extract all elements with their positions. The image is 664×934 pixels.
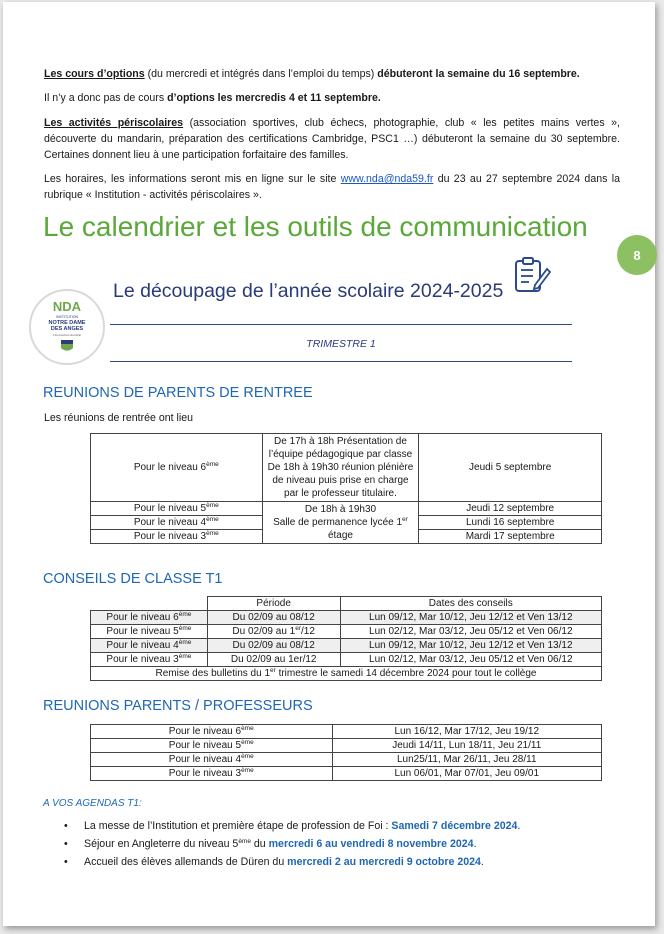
period-cell: Du 02/09 au 1er/12 <box>207 653 340 667</box>
logo-initials: NDA <box>52 299 82 314</box>
list-item: • La messe de l’Institution et première étape de profession de Foi : Samedi 7 décembre 2024. <box>62 817 520 835</box>
rentree-intro: Les réunions de rentrée ont lieu <box>44 412 194 424</box>
list-item: • Accueil des élèves allemands de Düren du mercredi 2 au mercredi 9 octobre 2024. <box>62 853 520 871</box>
divider-top <box>110 324 572 325</box>
main-title: Le calendrier et les outils de communication <box>43 211 588 242</box>
school-logo <box>29 289 105 365</box>
table-row <box>91 725 602 739</box>
agenda-title: A VOS AGENDAS T1: <box>43 798 142 809</box>
period-cell: Du 02/09 au 08/12 <box>207 639 340 653</box>
level-cell: Pour le niveau 3ème <box>91 653 208 667</box>
svg-text:DES ANGES: DES ANGES <box>50 326 84 332</box>
level-cell: Pour le niveau 5ème <box>91 502 263 516</box>
table-row <box>91 434 602 502</box>
level-cell: Pour le niveau 4ème <box>91 639 208 653</box>
page-number-badge: 8 <box>617 235 657 275</box>
document-page <box>3 2 655 926</box>
table-row <box>91 753 602 767</box>
date-cell: Mardi 17 septembre <box>419 530 602 544</box>
level-cell: Pour le niveau 6ème <box>91 611 208 625</box>
subtitle: Le découpage de l’année scolaire 2024-2025 <box>113 280 504 302</box>
section-title-rentree: REUNIONS DE PARENTS DE RENTREE <box>43 385 313 401</box>
table-row <box>91 767 602 781</box>
table-row <box>91 625 602 639</box>
level-cell: Pour le niveau 5ème <box>91 739 333 753</box>
table-row <box>91 739 602 753</box>
table-row <box>91 653 602 667</box>
header-periode: Période <box>207 597 340 611</box>
dates-cell: Lun25/11, Mar 26/11, Jeu 28/11 <box>332 753 601 767</box>
no-options-paragraph: Il n’y a donc pas de cours d’options les mercredis 4 et 11 septembre. <box>44 92 381 104</box>
level-cell: Pour le niveau 5ème <box>91 625 208 639</box>
svg-text:NOTRE DAME: NOTRE DAME <box>48 320 86 326</box>
trimester-label: TRIMESTRE 1 <box>306 338 376 350</box>
date-cell: Lundi 16 septembre <box>419 516 602 530</box>
level-cell: Pour le niveau 6ème <box>91 434 263 502</box>
list-item: • Séjour en Angleterre du niveau 5ème du mercredi 6 au vendredi 8 novembre 2024. <box>62 835 520 853</box>
description-cell: De 18h à 19h30 Salle de permanence lycée 1er étage <box>262 502 419 544</box>
period-cell: Du 02/09 au 08/12 <box>207 611 340 625</box>
table-header-row <box>91 597 602 611</box>
svg-text:l'innovation durable: l'innovation durable <box>52 333 82 337</box>
agenda-list <box>62 817 520 871</box>
level-cell: Pour le niveau 3ème <box>91 767 333 781</box>
table-row <box>91 611 602 625</box>
dates-cell: Lun 02/12, Mar 03/12, Jeu 05/12 et Ven 06/12 <box>340 653 601 667</box>
table-footer-row <box>91 667 602 681</box>
clipboard-icon <box>513 255 551 295</box>
periscolaire-paragraph: Les activités périscolaires (association sportives, club échecs, photographie, club « les petites mains vertes », découverte du mandarin, préparation des certifications Cambridge, PSC1 …) débuteront la semaine du 30 septembre. Certaines donnent lieu à une participation forfaitaire des familles. <box>44 117 620 161</box>
website-link[interactable]: www.nda@nda59.fr <box>340 173 434 185</box>
section-title-conseils: CONSEILS DE CLASSE T1 <box>43 571 223 587</box>
dates-cell: Jeudi 14/11, Lun 18/11, Jeu 21/11 <box>332 739 601 753</box>
bulletin-note: Remise des bulletins du 1er trimestre le samedi 14 décembre 2024 pour tout le collège <box>91 667 602 681</box>
parents-profs-table <box>90 724 602 781</box>
level-cell: Pour le niveau 4ème <box>91 516 263 530</box>
level-cell: Pour le niveau 4ème <box>91 753 333 767</box>
divider-bottom <box>110 361 572 362</box>
dates-cell: Lun 09/12, Mar 10/12, Jeu 12/12 et Ven 13/12 <box>340 639 601 653</box>
options-paragraph: Les cours d’options (du mercredi et intégrés dans l’emploi du temps) débuteront la semaine du 16 septembre. <box>44 68 580 80</box>
table-row <box>91 639 602 653</box>
section-title-parents-profs: REUNIONS PARENTS / PROFESSEURS <box>43 698 313 714</box>
dates-cell: Lun 09/12, Mar 10/12, Jeu 12/12 et Ven 13/12 <box>340 611 601 625</box>
description-cell: De 17h à 18h Présentation de l’équipe pédagogique par classe De 18h à 19h30 réunion plénière de niveau puis prise en charge par le professeur titulaire. <box>262 434 419 502</box>
conseils-table <box>90 596 602 681</box>
dates-cell: Lun 06/01, Mar 07/01, Jeu 09/01 <box>332 767 601 781</box>
table-row <box>91 502 602 516</box>
date-cell: Jeudi 5 septembre <box>419 434 602 502</box>
dates-cell: Lun 02/12, Mar 03/12, Jeu 05/12 et Ven 06/12 <box>340 625 601 639</box>
level-cell: Pour le niveau 3ème <box>91 530 263 544</box>
dates-cell: Lun 16/12, Mar 17/12, Jeu 19/12 <box>332 725 601 739</box>
date-cell: Jeudi 12 septembre <box>419 502 602 516</box>
level-cell: Pour le niveau 6ème <box>91 725 333 739</box>
rentree-table <box>90 433 602 544</box>
header-dates: Dates des conseils <box>340 597 601 611</box>
period-cell: Du 02/09 au 1er/12 <box>207 625 340 639</box>
horaires-paragraph: Les horaires, les informations seront mis en ligne sur le site www.nda@nda59.fr du 23 au 27 septembre 2024 dans la rubrique « Institution - activités périscolaires ». <box>44 173 620 201</box>
svg-text:INSTITUTION: INSTITUTION <box>56 315 78 319</box>
